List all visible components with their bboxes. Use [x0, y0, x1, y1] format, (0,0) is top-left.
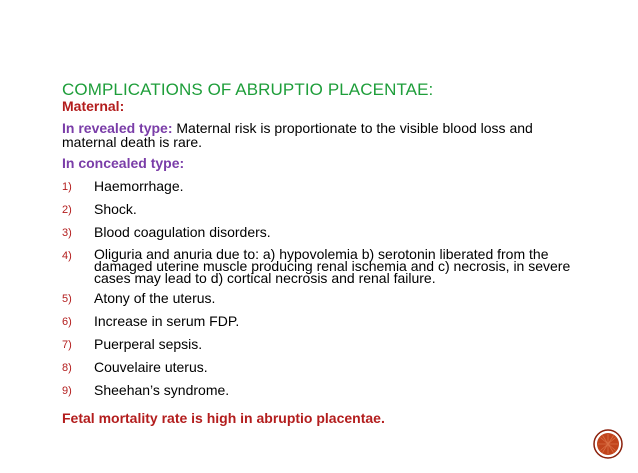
- maternal-heading: Maternal:: [62, 98, 125, 114]
- list-item-text: Haemorrhage.: [94, 178, 184, 194]
- list-item: [62, 290, 582, 307]
- list-item-number: 6): [62, 316, 72, 328]
- list-item-number: 1): [62, 181, 72, 193]
- complications-list: [62, 178, 582, 405]
- list-item-text: Puerperal sepsis.: [94, 336, 203, 352]
- list-item: [62, 336, 582, 353]
- revealed-type-label: In revealed type:: [62, 120, 173, 136]
- list-item: [62, 201, 582, 218]
- list-item-number: 7): [62, 339, 72, 351]
- list-item-text: Oliguria and anuria due to: a) hypovolemia b) serotonin liberated from the damaged uterine muscle producing renal ischemia and c) necrosis, in severe cases may lead to d) cortical necrosis and renal failure.: [94, 246, 571, 286]
- list-item-number: 5): [62, 293, 72, 305]
- revealed-type-paragraph: [62, 121, 582, 149]
- list-item-text: Shock.: [94, 201, 137, 217]
- slide-title: COMPLICATIONS OF ABRUPTIO PLACENTAE:: [62, 80, 434, 99]
- list-item-text: Couvelaire uterus.: [94, 359, 208, 375]
- list-item: [62, 313, 582, 330]
- list-item-number: 2): [62, 204, 72, 216]
- list-item-number: 3): [62, 227, 72, 239]
- concealed-type-heading: In concealed type:: [62, 155, 185, 171]
- list-item-text: Sheehan’s syndrome.: [94, 382, 230, 398]
- list-item: [62, 359, 582, 376]
- list-item-number: 9): [62, 385, 72, 397]
- list-item: [62, 247, 582, 284]
- slide-number-badge-icon: [593, 429, 623, 459]
- list-item-text: Blood coagulation disorders.: [94, 224, 271, 240]
- list-item-number: 4): [62, 250, 72, 262]
- list-item: [62, 224, 582, 241]
- list-item-text: Increase in serum FDP.: [94, 313, 240, 329]
- fetal-mortality-note: Fetal mortality rate is high in abruptio placentae.: [62, 410, 385, 426]
- revealed-type-text: Maternal risk is proportionate to the visible blood loss and maternal death is rare.: [62, 120, 533, 150]
- list-item-number: 8): [62, 362, 72, 374]
- list-item-text: Atony of the uterus.: [94, 290, 216, 306]
- list-item: [62, 178, 582, 195]
- list-item: [62, 382, 582, 399]
